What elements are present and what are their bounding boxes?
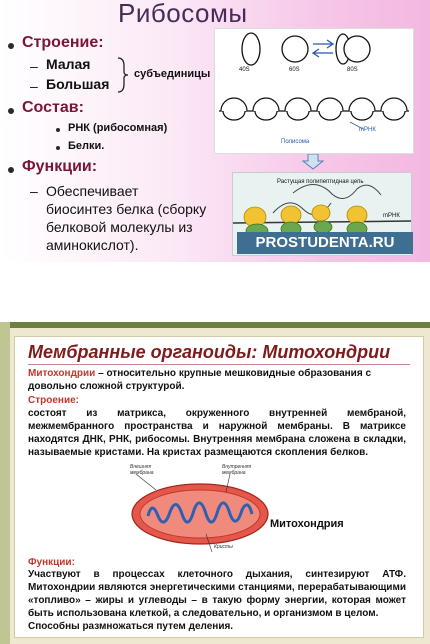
- bullet-dot: [8, 43, 14, 49]
- bullet-dot: [56, 146, 60, 150]
- down-arrow-icon: [302, 154, 324, 170]
- functions-line-2: биосинтез белка (сборку: [46, 201, 207, 217]
- label-40s: 40S: [239, 67, 250, 73]
- composition-item-proteins: Белки.: [68, 140, 105, 152]
- functions-line-4: аминокислот).: [46, 237, 139, 253]
- slide-title: Рибосомы: [118, 0, 248, 28]
- mitochondrion-illustration: [130, 464, 340, 554]
- bullet-dot: [8, 108, 14, 114]
- polypeptide-label: Растущая полипептидная цепь: [277, 179, 364, 185]
- structure-heading: Строение:: [22, 34, 104, 51]
- structure-text: состоят из матрикса, окруженного внутренней мембраной, межмембранного пространства и наружной мембраны. В матриксе находятся ДНК, РНК, рибосомы. Внутренняя мембрана сложена в складки, называемые кристами. На кристах размещаются скопления белков.: [28, 408, 406, 458]
- top-accent-bar: [0, 322, 430, 328]
- figure-caption: Митохондрия: [270, 518, 344, 530]
- ribosome-slide: [0, 0, 430, 262]
- mitochondria-slide: [0, 322, 430, 644]
- mrna-label: mРНК: [359, 127, 376, 133]
- watermark-logo: PROSTUDENTA.RU: [237, 232, 413, 254]
- structure-heading: Строение:: [28, 395, 79, 406]
- bullet-dot: [56, 128, 60, 132]
- structure-item-small: Малая: [46, 56, 91, 72]
- outer-membrane-label: Внешняя мембрана: [130, 464, 154, 476]
- functions-heading: Функции:: [22, 158, 98, 175]
- functions-last: Способны размножаться путем деления.: [28, 621, 234, 632]
- dash-icon: –: [30, 58, 38, 74]
- left-accent-bar: [0, 322, 10, 644]
- polysome-label: Полисома: [281, 139, 310, 145]
- dash-icon: –: [30, 78, 38, 94]
- composition-item-rna: РНК (рибосомная): [68, 122, 168, 134]
- title-divider: [28, 364, 410, 365]
- subunits-label: субъединицы: [134, 68, 211, 80]
- functions-line-3: белковой молекулы из: [46, 219, 193, 235]
- ribosome-diagram: [214, 28, 414, 154]
- functions-line-1: Обеспечивает: [46, 183, 139, 199]
- cristae-label: Кристы: [214, 544, 233, 550]
- label-60s: 60S: [289, 67, 300, 73]
- slide-title: Мембранные органоиды: Митохондрии: [28, 342, 391, 362]
- structure-item-large: Большая: [46, 76, 110, 92]
- functions-heading: Функции:: [28, 557, 75, 568]
- bullet-dot: [8, 167, 14, 173]
- intro-text: [28, 367, 406, 393]
- intro-term: Митохондрии: [28, 368, 96, 379]
- intro-rest: – относительно крупные мешковидные образования с довольно сложной структурой.: [28, 368, 372, 392]
- inner-membrane-label: Внутренняя мембрана: [222, 464, 252, 476]
- functions-text: Участвуют в процессах клеточного дыхания, синтезируют АТФ. Митохондрии являются энергетическими станциями, перерабатывающими «топливо» – жиры и углеводы – в такую форму энергии, которая может быть использована клеткой, а следовательно, и организмом в целом.: [28, 569, 406, 619]
- mrna-label-bottom: mРНК: [383, 213, 400, 219]
- mitochondrion-figure: [130, 464, 340, 554]
- label-80s: 80S: [347, 67, 358, 73]
- brace-icon: [116, 56, 130, 94]
- dash-icon: –: [30, 183, 38, 199]
- ribosome-illustration: [215, 29, 413, 153]
- composition-heading: Состав:: [22, 99, 84, 116]
